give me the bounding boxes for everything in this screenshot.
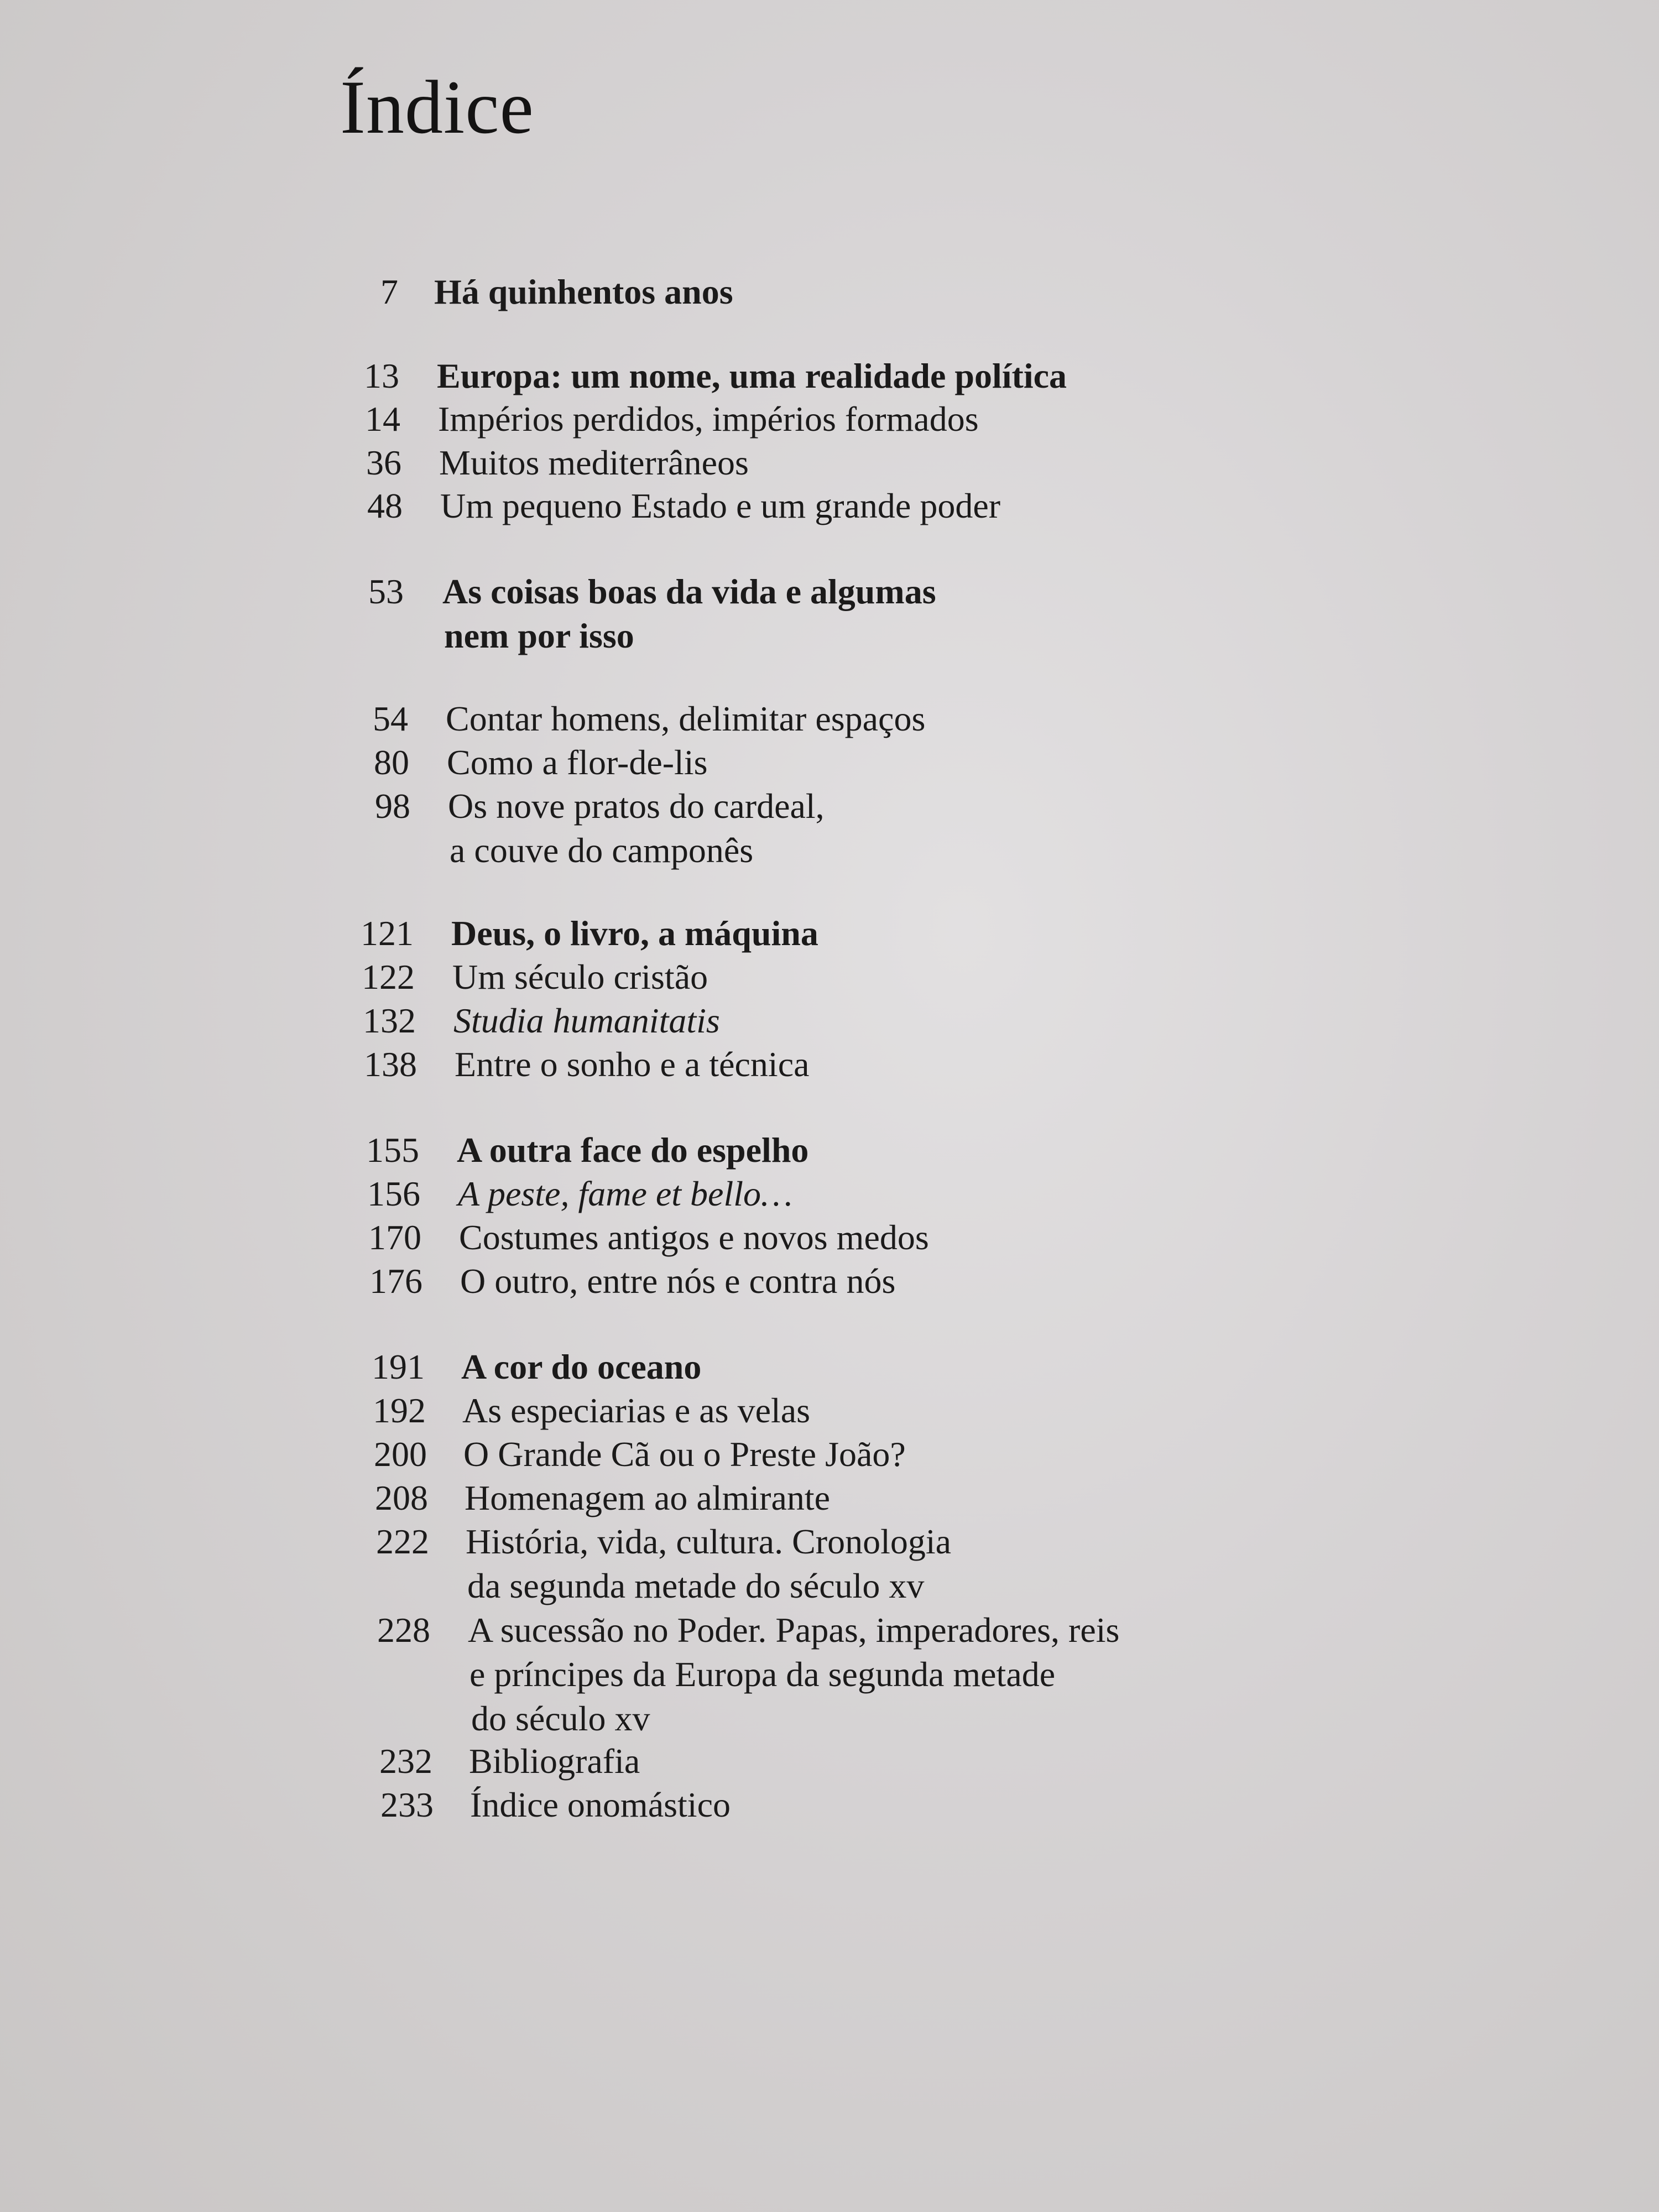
toc-page-number: 7 (380, 272, 398, 311)
toc-entry-title-line: A cor do oceano (461, 1347, 702, 1386)
toc-page-number: 222 (376, 1522, 429, 1561)
toc-entry-title (440, 484, 1000, 528)
toc-entry-title-line: da segunda metade do século xv (467, 1566, 925, 1605)
toc-entry-title (469, 1739, 640, 1783)
toc-page-number: 200 (374, 1434, 427, 1474)
toc-page-number: 36 (366, 443, 401, 482)
toc-entry-title-line: Os nove pratos do cardeal, (448, 786, 825, 826)
toc-entry-title (463, 1432, 906, 1477)
toc-entry-title-line: História, vida, cultura. Cronologia (466, 1522, 952, 1561)
toc-entry-title-line: Entre o sonho e a técnica (455, 1045, 810, 1084)
toc-page-number: 176 (369, 1261, 422, 1301)
toc-page-number: 138 (364, 1045, 417, 1084)
toc-page-number: 232 (379, 1741, 432, 1781)
toc-page-number: 13 (364, 356, 399, 395)
toc-entry-title-line: Deus, o livro, a máquina (451, 914, 818, 953)
toc-entry-title-line: e príncipes da Europa da segunda metade (469, 1655, 1056, 1694)
toc-entry-title (447, 740, 708, 785)
toc-entry-title-line: Muitos mediterrâneos (439, 443, 749, 482)
toc-page-number: 228 (377, 1610, 430, 1650)
toc-entry-title-line: A outra face do espelho (457, 1130, 809, 1170)
toc-entry-title (451, 911, 818, 956)
toc-page-number: 80 (374, 743, 409, 782)
toc-entry-title (459, 1215, 929, 1260)
toc-page-number: 14 (365, 399, 400, 439)
toc-page-number: 98 (375, 786, 410, 826)
toc-entry-title-line: O outro, entre nós e contra nós (460, 1261, 896, 1301)
toc-entry-title (438, 397, 979, 441)
toc-entry-title (452, 955, 708, 999)
toc-entry-title (453, 999, 720, 1043)
toc-entry-title (466, 1520, 951, 1608)
toc-entry-title-line: Há quinhentos anos (434, 272, 733, 311)
toc-entry-title (442, 570, 936, 658)
toc-entry-title-line: Costumes antigos e novos medos (459, 1218, 929, 1257)
toc-entry-title-line: Contar homens, delimitar espaços (446, 699, 926, 738)
toc-page-number: 122 (362, 957, 415, 997)
toc-entry-title-line: Studia humanitatis (453, 1001, 720, 1040)
toc-entry-title-line: Um pequeno Estado e um grande poder (440, 486, 1001, 525)
toc-entry-title (437, 354, 1067, 398)
toc-page-number: 48 (367, 486, 403, 525)
toc-entry-title-line: a couve do camponês (450, 831, 754, 870)
toc-entry-title-line: O Grande Cã ou o Preste João? (463, 1434, 906, 1474)
toc-entry-title-line: Um século cristão (452, 957, 708, 997)
toc-entry-title-line: Homenagem ao almirante (465, 1478, 831, 1517)
toc-entry-title-line: Europa: um nome, uma realidade política (437, 356, 1067, 395)
toc-entry-title-line: As coisas boas da vida e algumas (442, 572, 936, 611)
toc-entry-title (434, 270, 733, 314)
toc-entry-title (448, 784, 825, 873)
toc-entry-title (468, 1608, 1119, 1741)
toc-page-number: 121 (361, 914, 414, 953)
toc-entry-title (439, 441, 749, 485)
toc-entry-title (462, 1389, 810, 1433)
toc-page-number: 191 (372, 1347, 425, 1386)
toc-entry-title-line: nem por isso (444, 616, 634, 655)
toc-entry-title (455, 1042, 810, 1087)
page-title: Índice (340, 65, 534, 149)
toc-entry-title-line: A sucessão no Poder. Papas, imperadores, reis (468, 1610, 1120, 1650)
toc-page-number: 233 (380, 1785, 434, 1824)
toc-page-number: 54 (373, 699, 408, 738)
toc-entry-title-line: As especiarias e as velas (462, 1391, 811, 1430)
toc-entry-title-line: Bibliografia (469, 1741, 640, 1781)
toc-entry-title (465, 1476, 830, 1520)
toc-page-number: 192 (373, 1391, 426, 1430)
toc-entry-title (460, 1259, 895, 1303)
toc-entry-title (470, 1783, 731, 1827)
toc-entry-title-line: Como a flor-de-lis (447, 743, 708, 782)
toc-page-number: 170 (368, 1218, 421, 1257)
toc-entry-title (446, 697, 925, 741)
toc-entry-title-line: Índice onomástico (470, 1785, 731, 1824)
toc-entry-title (458, 1172, 792, 1216)
toc-entry-title-line: Impérios perdidos, impérios formados (438, 399, 979, 439)
toc-page-number: 156 (367, 1174, 420, 1213)
toc-entry-title-line: do século xv (471, 1699, 650, 1738)
toc-page-number: 132 (363, 1001, 416, 1040)
toc-page-number: 208 (375, 1478, 428, 1517)
toc-entry-title (461, 1345, 701, 1389)
toc-page-number: 155 (366, 1130, 419, 1170)
toc-entry-title-line: A peste, fame et bello… (458, 1174, 792, 1213)
toc-page-number: 53 (368, 572, 404, 611)
toc-entry-title (457, 1128, 808, 1172)
